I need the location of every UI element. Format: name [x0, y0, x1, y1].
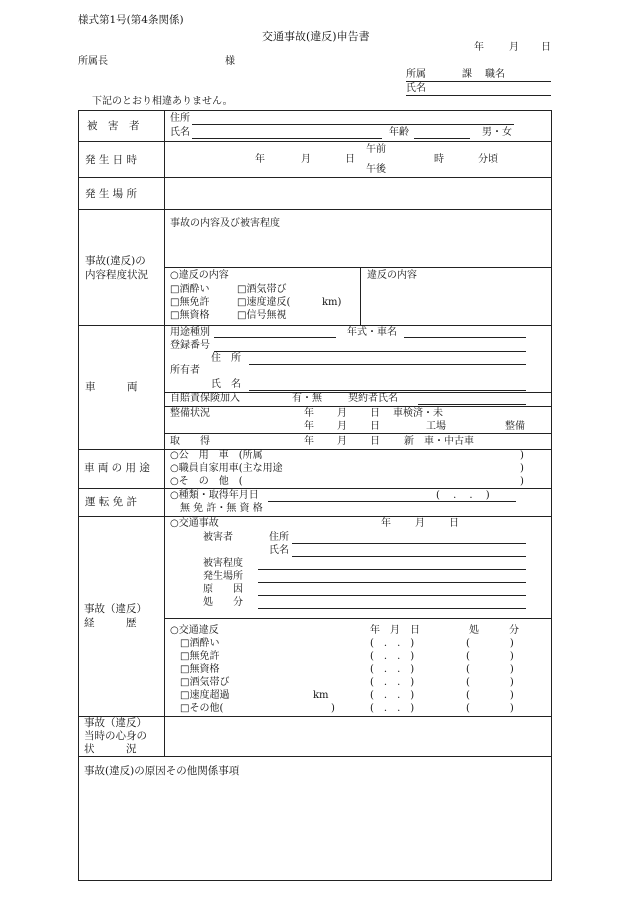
history-label-line2: 経 歴	[84, 617, 137, 629]
date-day-label: 日	[541, 42, 551, 53]
usage-type-label: 用途種別	[170, 327, 210, 338]
victim-age-line	[414, 138, 470, 139]
history-item[interactable]: □酒酔い	[180, 638, 220, 649]
page-title: 交通事故(違反)申告書	[262, 30, 370, 43]
use-public[interactable]: ○公 用 車 (所属	[170, 450, 263, 461]
content-heading: 事故の内容及び被害程度	[170, 218, 280, 229]
history-item[interactable]: □速度超過	[180, 690, 230, 701]
vehicle-sub-divider	[164, 406, 552, 407]
factory-label: 工場	[426, 421, 446, 432]
history-date-paren: ( . . )	[370, 703, 415, 714]
history-violation-heading: ○交通違反	[170, 625, 219, 636]
history-disposition-line	[258, 608, 526, 609]
history-cause-line	[258, 595, 526, 596]
victim-address-line	[192, 124, 514, 125]
occurrence-year: 年	[255, 154, 265, 165]
history-other-close: )	[331, 703, 335, 714]
row-divider	[78, 488, 552, 489]
use-private[interactable]: ○職員自家用車(主な用途	[170, 463, 283, 474]
row-divider	[78, 716, 552, 717]
model-line	[404, 337, 526, 338]
use-public-close: )	[520, 450, 524, 461]
content-label-line1: 事故(違反)の	[85, 255, 146, 267]
history-item[interactable]: □無資格	[180, 664, 220, 675]
addressee-label: 所属長	[78, 56, 108, 67]
occurrence-am: 午前	[366, 144, 386, 155]
history-name-label: 氏名	[269, 545, 289, 556]
history-damage-line	[258, 569, 526, 570]
victim-gender: 男・女	[482, 127, 512, 138]
row-divider	[164, 618, 552, 619]
victim-address-label: 住所	[170, 113, 190, 124]
speeding-unit: km)	[322, 297, 342, 308]
owner-name-label: 氏 名	[211, 379, 241, 390]
applicant-name-label: 氏名	[406, 83, 426, 94]
history-label-line1: 事故（違反）	[84, 603, 147, 615]
history-date-paren: ( . . )	[370, 638, 415, 649]
name-underline	[406, 95, 551, 96]
row-divider	[78, 449, 552, 450]
row-divider	[78, 516, 552, 517]
license-type-line	[268, 501, 516, 502]
cause-label: 事故(違反)の原因その他関係事項	[84, 765, 240, 777]
occurrence-minute: 分頃	[478, 154, 498, 165]
registration-label: 登録番号	[170, 340, 210, 351]
history-address-line	[292, 543, 526, 544]
history-disposition-label: 処 分	[203, 597, 243, 608]
maintenance-month-2: 月	[337, 421, 347, 432]
mental-label-line3: 状 況	[84, 743, 137, 755]
acquired-label: 取 得	[170, 436, 210, 447]
unlicensed-label: 無 免 許・無 資 格	[180, 503, 263, 514]
history-place-label: 発生場所	[203, 571, 243, 582]
violation-right-heading: 違反の内容	[367, 270, 417, 281]
occurrence-hour: 時	[434, 154, 444, 165]
checkbox-speeding[interactable]: □速度違反(	[237, 297, 291, 308]
victim-age-label: 年齢	[389, 127, 409, 138]
acquired-day: 日	[370, 436, 380, 447]
mental-label-line2: 当時の心身の	[84, 730, 147, 742]
history-cause-label: 原 因	[203, 584, 243, 595]
history-month: 月	[415, 518, 425, 529]
mental-label-line1: 事故（違反）	[84, 717, 147, 729]
affiliation-underline	[406, 81, 551, 82]
row-divider	[78, 141, 552, 142]
use-other[interactable]: ○そ の 他 (	[170, 476, 243, 487]
maintenance-year: 年	[304, 408, 314, 419]
declaration-text: 下記のとおり相違ありません。	[92, 96, 233, 107]
row-divider	[78, 209, 552, 210]
victim-label: 被 害 者	[87, 120, 140, 132]
acquired-month: 月	[337, 436, 347, 447]
applicant-affiliation-label: 所属	[406, 69, 426, 80]
insurance-yes-no: 有・無	[292, 393, 322, 404]
history-date-paren: ( . . )	[370, 664, 415, 675]
servicing-label: 整備	[505, 421, 525, 432]
checkbox-unqualified[interactable]: □無資格	[170, 310, 210, 321]
row-divider	[78, 177, 552, 178]
history-year: 年	[381, 518, 391, 529]
checkbox-signal[interactable]: □信号無視	[237, 310, 287, 321]
row-divider	[78, 325, 552, 326]
registration-line	[214, 351, 526, 352]
history-date-paren: ( . . )	[370, 677, 415, 688]
history-damage-label: 被害程度	[203, 558, 243, 569]
history-punish-paren: ( )	[466, 703, 514, 714]
history-violation-punishment: 処 分	[469, 625, 519, 636]
occurrence-month: 月	[301, 154, 311, 165]
owner-address-line	[249, 364, 526, 365]
new-used-label: 新 車・中古車	[404, 436, 474, 447]
history-punish-paren: ( )	[466, 690, 514, 701]
history-date-paren: ( . . )	[370, 690, 415, 701]
row-divider	[78, 756, 552, 757]
owner-name-line	[249, 390, 526, 391]
victim-name-line	[192, 138, 382, 139]
history-violation-ymd: 年 月 日	[370, 625, 420, 636]
maintenance-year-2: 年	[304, 421, 314, 432]
insurance-label: 自賠責保険加入	[170, 393, 240, 404]
use-private-close: )	[520, 463, 524, 474]
contractor-label: 契約者氏名	[348, 393, 398, 404]
owner-label: 所有者	[170, 365, 200, 376]
victim-name-label: 氏名	[170, 127, 190, 138]
maintenance-label: 整備状況	[170, 408, 210, 419]
license-date-format: ( . . )	[436, 490, 490, 501]
occurrence-pm: 午後	[366, 164, 386, 175]
history-victim-label: 被害者	[203, 532, 233, 543]
acquired-year: 年	[304, 436, 314, 447]
history-km: km	[313, 690, 329, 701]
use-other-close: )	[520, 476, 524, 487]
maintenance-day-2: 日	[370, 421, 380, 432]
history-day: 日	[449, 518, 459, 529]
checkbox-alcohol[interactable]: □酒気帯び	[237, 284, 287, 295]
checkbox-drunk[interactable]: □酒酔い	[170, 284, 210, 295]
maintenance-day: 日	[370, 408, 380, 419]
checkbox-no-license[interactable]: □無免許	[170, 297, 210, 308]
contractor-line	[418, 404, 526, 405]
applicant-section-label: 課	[462, 69, 472, 80]
inspection-status: 車検済・未	[393, 408, 443, 419]
occurrence-date-label: 発 生 日 時	[85, 154, 138, 166]
history-item[interactable]: □無免許	[180, 651, 220, 662]
history-punish-paren: ( )	[466, 638, 514, 649]
date-month-label: 月	[509, 42, 519, 53]
maintenance-month: 月	[337, 408, 347, 419]
history-item[interactable]: □酒気帯び	[180, 677, 230, 688]
content-label-line2: 内容程度状況	[85, 269, 148, 281]
vehicle-sub-divider	[164, 433, 552, 434]
history-place-line	[258, 582, 526, 583]
license-type-label: ○種類・取得年月日	[170, 490, 259, 501]
history-name-line	[292, 556, 526, 557]
history-date-paren: ( . . )	[370, 651, 415, 662]
license-label: 運 転 免 許	[85, 496, 138, 508]
occurrence-day: 日	[345, 154, 355, 165]
model-label: 年式・車名	[347, 327, 397, 338]
violation-heading: ○違反の内容	[170, 270, 229, 281]
addressee-honorific: 様	[225, 56, 235, 67]
vehicle-use-label: 車 両 の 用 途	[84, 462, 150, 474]
occurrence-place-label: 発 生 場 所	[85, 188, 138, 200]
usage-type-line	[214, 337, 336, 338]
content-split	[360, 267, 361, 325]
history-punish-paren: ( )	[466, 664, 514, 675]
row-divider	[164, 267, 552, 268]
history-punish-paren: ( )	[466, 677, 514, 688]
history-punish-paren: ( )	[466, 651, 514, 662]
history-item[interactable]: □その他(	[180, 703, 224, 714]
applicant-position-label: 職名	[485, 69, 505, 80]
history-address-label: 住所	[269, 532, 289, 543]
form-number: 様式第1号(第4条関係)	[78, 14, 184, 26]
owner-address-label: 住 所	[211, 353, 241, 364]
date-year-label: 年	[474, 42, 484, 53]
history-accident-heading: ○交通事故	[170, 518, 219, 529]
vehicle-label: 車 両	[85, 381, 138, 393]
